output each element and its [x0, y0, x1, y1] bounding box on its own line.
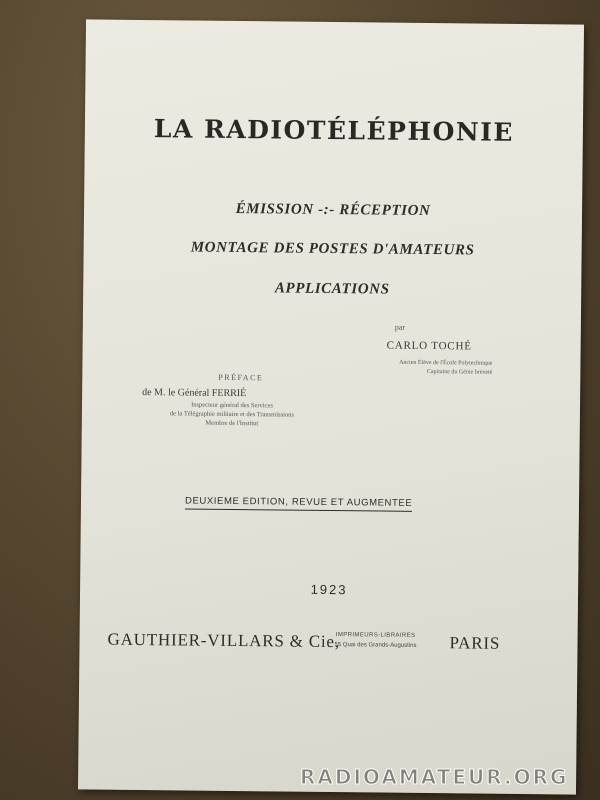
publisher-address: 55 Quai des Grands-Augustins — [334, 642, 417, 649]
book-title: LA RADIOTÉLÉPHONIE — [153, 114, 515, 147]
subtitle-line-3: APPLICATIONS — [274, 280, 390, 298]
edition-note: DEUXIEME EDITION, REVUE ET AUGMENTEE — [185, 495, 412, 511]
publisher-city: PARIS — [449, 633, 501, 653]
author-by: par — [394, 322, 406, 332]
author-credential: Ancien Élève de l'École Polytechnique — [399, 359, 493, 367]
subtitle-line-1: ÉMISSION -:- RÉCEPTION — [235, 200, 431, 220]
site-watermark: RADIOAMATEUR.ORG — [300, 765, 569, 789]
preface-credential: de la Télégraphie militaire et des Transmissions — [169, 410, 294, 419]
preface-credential: Inspecteur général des Services — [191, 401, 273, 410]
author-credential: Capitaine du Génie breveté — [426, 369, 493, 376]
author-name: CARLO TOCHÉ — [386, 339, 472, 353]
subtitle-line-2: MONTAGE DES POSTES D'AMATEURS — [190, 239, 475, 259]
publisher-name: GAUTHIER-VILLARS & Cie, — [107, 629, 340, 652]
publisher-info: IMPRIMEURS-LIBRAIRES — [335, 632, 416, 639]
preface-credential: Membre de l'Institut — [205, 419, 259, 428]
preface-author: de M. le Général FERRIÉ — [142, 387, 247, 400]
preface-label: PRÉFACE — [218, 372, 264, 383]
title-page — [78, 19, 584, 794]
publication-year: 1923 — [310, 581, 348, 598]
